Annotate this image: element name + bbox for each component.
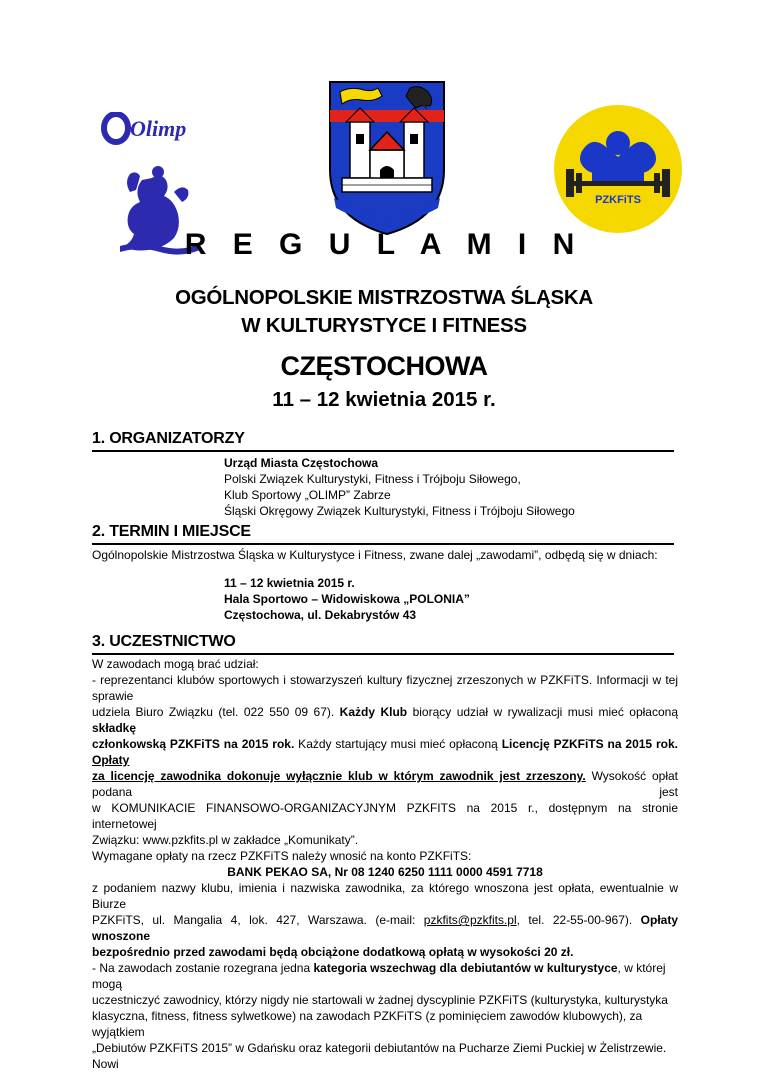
text-line: Wymagane opłaty na rzecz PZKFiTS należy wnosić na konto PZKFiTS: (92, 849, 472, 863)
pzkfits-logo (552, 103, 684, 235)
section2-divider (92, 543, 674, 545)
venue-block (224, 575, 470, 623)
text-line: Związku: www.pzkfits.pl w zakładce „Komunikaty”. (92, 833, 359, 847)
text-line: członkowską PZKFiTS na 2015 rok. Każdy startujący musi mieć opłaconą Licencję PZKFiTS na 2015 rok. Opłaty (92, 737, 678, 767)
section2-heading: 2. TERMIN I MIEJSCE (92, 523, 251, 540)
organizers-list (224, 455, 575, 519)
text-line: za licencję zawodnika dokonuje wyłącznie klub w którym zawodnik jest zrzeszony. Wysokość opłat podana jest (92, 769, 679, 799)
section1-heading: 1. ORGANIZATORZY (92, 430, 245, 447)
event-name-line2: W KULTURYSTYCE I FITNESS (241, 314, 527, 337)
text-line: W zawodach mogą brać udział: (92, 657, 259, 671)
text-line: „Debiutów PZKFiTS 2015” w Gdańsku oraz kategorii debiutantów na Pucharze Ziemi Puckiej w Żelistrzewie. Nowi (92, 1041, 667, 1071)
text-line: PZKFiTS, ul. Mangalia 4, lok. 427, Warszawa. (e-mail: pzkfits@pzkfits.pl, tel. 22-55-00-967). Opłaty wnoszone (92, 913, 679, 943)
event-dates: 11 – 12 kwietnia 2015 r. (272, 388, 496, 411)
pzkfits-logo-text: PZKFiTS (595, 194, 641, 206)
organizer-item: Śląski Okręgowy Związek Kulturystyki, Fitness i Trójboju Siłowego (224, 504, 575, 518)
text-line: udziela Biuro Związku (tel. 022 550 09 67). Każdy Klub biorący udział w rywalizacji musi mieć opłaconą składkę (92, 705, 678, 735)
text-line: klasyczna, fitness, fitness sylwetkowe) na zawodach PZKFiTS (z pominięciem zawodów klubowych), za wyjątkiem (92, 1009, 643, 1039)
section3-heading: 3. UCZESTNICTWO (92, 633, 236, 650)
organizer-item: Urząd Miasta Częstochowa (224, 456, 379, 470)
organizer-item: Polski Związek Kulturystyki, Fitness i Trójboju Siłowego, (224, 472, 521, 486)
text-line: - Na zawodach zostanie rozegrana jedna kategoria wszechwag dla debiutantów w kulturystyce, w której mogą (92, 961, 666, 991)
participation-text (92, 656, 678, 1072)
venue-address: Częstochowa, ul. Dekabrystów 43 (224, 608, 417, 622)
bank-account: BANK PEKAO SA, Nr 08 1240 6250 1111 0000 4591 7718 (227, 865, 543, 879)
email-link[interactable]: pzkfits@pzkfits.pl (423, 913, 517, 927)
text-line: uczestniczyć zawodnicy, którzy nigdy nie startowali w żadnej dyscyplinie PZKFiTS (kulturystyka, kulturystyka (92, 993, 668, 1007)
section2-intro: Ogólnopolskie Mistrzostwa Śląska w Kulturystyce i Fitness, zwane dalej „zawodami”, odbędą się w dniach: (92, 548, 658, 562)
venue-name: Hala Sportowo – Widowiskowa „POLONIA” (224, 592, 470, 606)
text-line: w KOMUNIKACIE FINANSOWO-ORGANIZACYJNYM PZKFITS na 2015 r., dostępnym na stronie internetowej (92, 801, 678, 831)
event-name-line1: OGÓLNOPOLSKIE MISTRZOSTWA ŚLĄSKA (175, 286, 593, 309)
section1-divider (92, 450, 674, 452)
venue-date: 11 – 12 kwietnia 2015 r. (224, 576, 355, 590)
text-line: bezpośrednio przed zawodami będą obciążone dodatkową opłatą w wysokości 20 zł. (92, 945, 574, 959)
event-city: CZĘSTOCHOWA (280, 351, 488, 381)
czestochowa-crest (326, 78, 448, 236)
document-title: R E G U L A M I N (184, 228, 584, 261)
olimp-logo-text: Olimp (130, 116, 187, 141)
text-line: z podaniem nazwy klubu, imienia i nazwiska zawodnika, za którego wnoszona jest opłata, ewentualnie w Biurze (92, 881, 678, 911)
text-line: - reprezentanci klubów sportowych i stowarzyszeń kultury fizycznej zrzeszonych w PZKFiTS. Informacji w tej sprawie (92, 673, 678, 703)
organizer-item: Klub Sportowy „OLIMP” Zabrze (224, 488, 391, 502)
section3-divider (92, 653, 674, 655)
